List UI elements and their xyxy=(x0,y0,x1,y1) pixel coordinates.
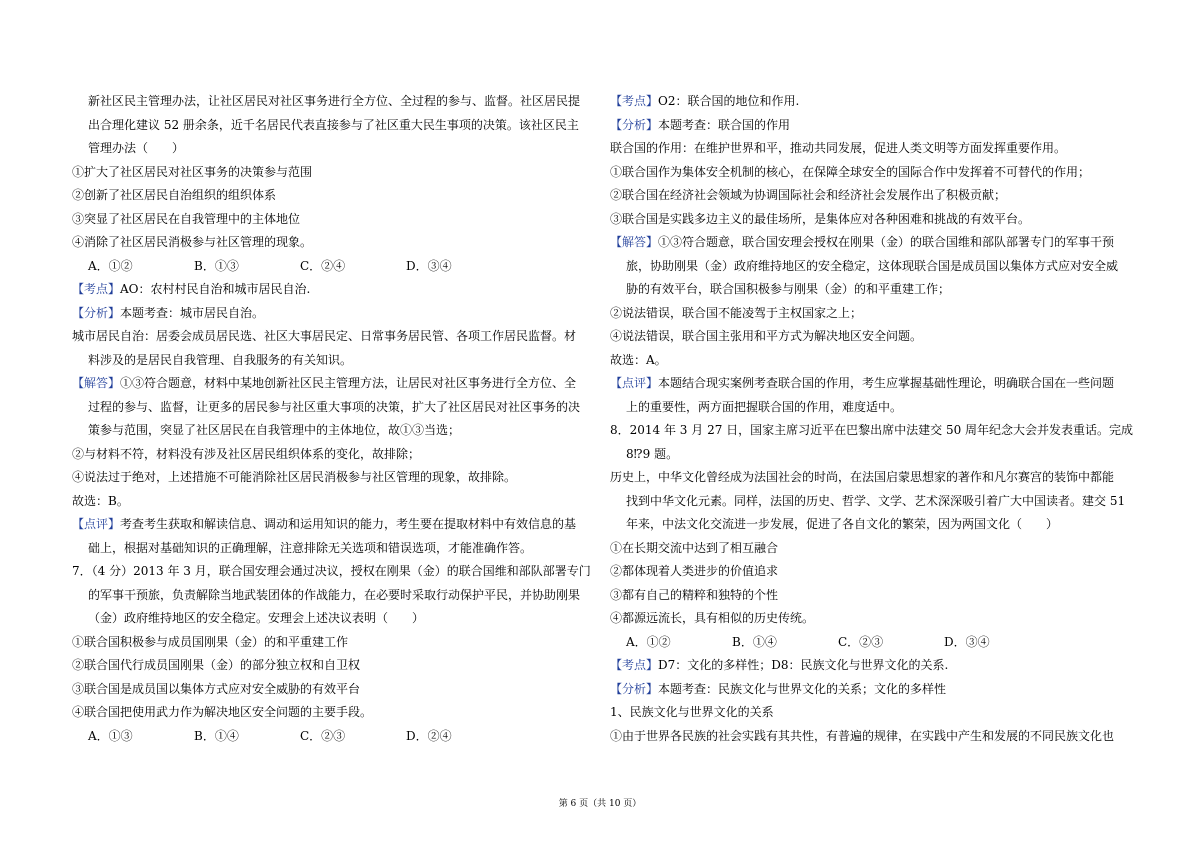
section-tag: 【解答】 xyxy=(72,376,121,390)
line-text: ②与材料不符，材料没有涉及社区居民组织体系的变化，故排除； xyxy=(72,446,421,461)
line-text: ④说法错误，联合国主张用和平方式为解决地区安全问题。 xyxy=(610,329,923,343)
left-line xyxy=(72,90,592,114)
line-text: 城市居民自治：居委会成员居民选、社区大事居民定、日常事务居民管、各项工作居民监督。材 xyxy=(72,329,577,343)
left-line xyxy=(72,372,592,396)
left-answer-options xyxy=(72,725,592,749)
right-line xyxy=(610,419,1134,443)
right-line xyxy=(610,513,1134,537)
line-text: 的军事干预旅，负责解除当地武装团体的作战能力，在必要时采取行动保护平民，并协助刚果 xyxy=(88,587,581,602)
line-text: ①联合国作为集体安全机制的核心，在保障全球安全的国际合作中发挥着不可替代的作用； xyxy=(610,164,1091,179)
line-text: ④都源远流长，具有相似的历史传统。 xyxy=(610,611,815,625)
section-tag: 【考点】 xyxy=(610,94,659,108)
answer-option: D．③④ xyxy=(406,258,452,273)
right-line xyxy=(610,584,1134,608)
right-line xyxy=(610,537,1134,561)
line-text: 本题考查：联合国的作用 xyxy=(658,117,791,132)
left-line xyxy=(72,184,592,208)
left-line xyxy=(72,161,592,185)
page-footer: 第 6 页（共 10 页） xyxy=(558,799,642,809)
right-line xyxy=(610,184,1134,208)
right-line xyxy=(610,325,1134,349)
left-line xyxy=(72,513,592,537)
answer-option: A．①② xyxy=(88,258,133,273)
section-tag: 【考点】 xyxy=(610,658,659,672)
section-tag: 【考点】 xyxy=(72,282,121,296)
section-tag: 【分析】 xyxy=(610,117,659,132)
section-tag: 【点评】 xyxy=(72,517,121,531)
line-text: ④联合国把使用武力作为解决地区安全问题的主要手段。 xyxy=(72,705,373,719)
left-line xyxy=(72,560,592,584)
left-line xyxy=(72,208,592,232)
left-line xyxy=(72,278,592,302)
right-line xyxy=(610,372,1134,396)
line-text: O2：联合国的地位和作用. xyxy=(658,94,800,108)
line-text: AO：农村村民自治和城市居民自治. xyxy=(120,282,311,296)
line-text: 历史上，中华文化曾经成为法国社会的时尚，在法国启蒙思想家的著作和凡尔赛宫的装饰中都能 xyxy=(610,470,1115,484)
left-line xyxy=(72,349,592,373)
right-line xyxy=(610,466,1134,490)
left-line xyxy=(72,678,592,702)
line-text: 故选：A。 xyxy=(610,352,667,367)
right-line xyxy=(610,560,1134,584)
line-text: ③联合国是成员国以集体方式应对安全威胁的有效平台 xyxy=(72,681,361,696)
left-line xyxy=(72,114,592,138)
left-line xyxy=(72,654,592,678)
line-text: 础上，根据对基础知识的正确理解，注意排除无关选项和错误选项，才能准确作答。 xyxy=(88,540,533,555)
line-text: 本题结合现实案例考查联合国的作用，考生应掌握基础性理论，明确联合国在一些问题 xyxy=(658,376,1115,390)
left-line xyxy=(72,419,592,443)
line-text: 新社区民主管理办法，让社区居民对社区事务进行全方位、全过程的参与、监督。社区居民提 xyxy=(88,94,581,108)
line-text: ①③符合题意，材料中某地创新社区民主管理方法，让居民对社区事务进行全方位、全 xyxy=(120,376,577,390)
right-line xyxy=(610,490,1134,514)
line-text: 考查考生获取和解读信息、调动和运用知识的能力，考生要在提取材料中有效信息的基 xyxy=(120,517,577,531)
left-line xyxy=(72,302,592,326)
line-text: ③都有自己的精粹和独特的个性 xyxy=(610,587,779,602)
left-line xyxy=(72,607,592,631)
answer-option: D．②④ xyxy=(406,728,452,743)
answer-option: B．①③ xyxy=(194,258,239,273)
line-text: 旅，协助刚果（金）政府维持地区的安全稳定，这体现联合国是成员国以集体方式应对安全威 xyxy=(626,258,1119,273)
right-line xyxy=(610,607,1134,631)
line-text: ③联合国是实践多边主义的最佳场所，是集体应对各种困难和挑战的有效平台。 xyxy=(610,211,1031,226)
left-line xyxy=(72,631,592,655)
right-line xyxy=(610,137,1134,161)
right-column xyxy=(610,90,1134,748)
right-answer-options xyxy=(610,631,1134,655)
answer-option: C．②③ xyxy=(300,728,346,743)
line-text: ③突显了社区居民在自我管理中的主体地位 xyxy=(72,211,301,226)
left-line xyxy=(72,490,592,514)
line-text: ②说法错误，联合国不能凌驾于主权国家之上； xyxy=(610,305,863,320)
line-text: ②联合国在经济社会领域为协调国际社会和经济社会发展作出了积极贡献； xyxy=(610,188,1007,202)
right-line xyxy=(610,255,1134,279)
right-line xyxy=(610,443,1134,467)
line-text: 8⁉9 题。 xyxy=(626,446,679,461)
line-text: ②联合国代行成员国刚果（金）的部分独立权和自卫权 xyxy=(72,658,361,672)
line-text: ④消除了社区居民消极参与社区管理的现象。 xyxy=(72,235,313,249)
line-text: ②都体现着人类进步的价值追求 xyxy=(610,564,779,578)
right-line xyxy=(610,302,1134,326)
line-text: ①扩大了社区居民对社区事务的决策参与范围 xyxy=(72,164,313,179)
answer-option: B．①④ xyxy=(732,634,777,649)
line-text: ④说法过于绝对，上述措施不可能消除社区居民消极参与社区管理的现象，故排除。 xyxy=(72,470,517,484)
line-text: D7：文化的多样性；D8：民族文化与世界文化的关系. xyxy=(658,658,949,672)
right-line xyxy=(610,278,1134,302)
left-line xyxy=(72,396,592,420)
section-tag: 【分析】 xyxy=(72,305,121,320)
line-text: 料涉及的是居民自我管理、自我服务的有关知识。 xyxy=(88,352,353,367)
line-text: 1、民族文化与世界文化的关系 xyxy=(610,705,774,719)
line-text: 年来，中法文化交流进一步发展，促进了各自文化的繁荣，因为两国文化（ ） xyxy=(626,517,1059,531)
answer-option: B．①④ xyxy=(194,728,239,743)
right-line xyxy=(610,349,1134,373)
line-text: 策参与范围，突显了社区居民在自我管理中的主体地位，故①③当选； xyxy=(88,423,461,437)
line-text: 过程的参与、监督，让更多的居民参与社区重大事项的决策，扩大了社区居民对社区事务的决 xyxy=(88,399,581,414)
right-line xyxy=(610,701,1134,725)
right-line xyxy=(610,678,1134,702)
line-text: ①联合国积极参与成员国刚果（金）的和平重建工作 xyxy=(72,634,349,649)
left-line xyxy=(72,443,592,467)
line-text: 本题考查：城市居民自治。 xyxy=(120,305,265,320)
line-text: ①由于世界各民族的社会实践有其共性，有普遍的规律，在实践中产生和发展的不同民族文化也 xyxy=(610,728,1115,743)
line-text: 胁的有效平台，联合国积极参与刚果（金）的和平重建工作； xyxy=(626,282,951,296)
left-line xyxy=(72,537,592,561)
right-line xyxy=(610,231,1134,255)
line-text: 管理办法（ ） xyxy=(88,141,185,155)
answer-option: A．①③ xyxy=(88,728,133,743)
line-text: 7．（4 分）2013 年 3 月，联合国安理会通过决议，授权在刚果（金）的联合国维和部队部署专门 xyxy=(72,564,591,578)
right-line xyxy=(610,90,1134,114)
right-line xyxy=(610,161,1134,185)
line-text: 联合国的作用：在维护世界和平，推动共同发展，促进人类文明等方面发挥重要作用。 xyxy=(610,141,1067,155)
right-line xyxy=(610,208,1134,232)
answer-option: C．②③ xyxy=(838,634,884,649)
line-text: 8．2014 年 3 月 27 日，国家主席习近平在巴黎出席中法建交 50 周年纪念大会并发表重话。完成 xyxy=(610,423,1134,437)
section-tag: 【点评】 xyxy=(610,376,659,390)
right-line xyxy=(610,114,1134,138)
line-text: 本题考查：民族文化与世界文化的关系；文化的多样性 xyxy=(658,681,947,696)
line-text: 上的重要性，两方面把握联合国的作用，难度适中。 xyxy=(626,399,903,414)
line-text: 故选：B。 xyxy=(72,493,129,508)
left-answer-options xyxy=(72,255,592,279)
line-text: ①③符合题意，联合国安理会授权在刚果（金）的联合国维和部队部署专门的军事干预 xyxy=(658,235,1115,249)
left-line xyxy=(72,584,592,608)
answer-option: A．①② xyxy=(626,634,671,649)
right-line xyxy=(610,654,1134,678)
left-line xyxy=(72,701,592,725)
line-text: 出合理化建议 52 册余条，近千名居民代表直接参与了社区重大民生事项的决策。该社区民主 xyxy=(88,117,579,132)
left-line xyxy=(72,231,592,255)
answer-option: D．③④ xyxy=(944,634,990,649)
right-line xyxy=(610,396,1134,420)
left-line xyxy=(72,137,592,161)
section-tag: 【分析】 xyxy=(610,681,659,696)
left-line xyxy=(72,325,592,349)
line-text: ①在长期交流中达到了相互融合 xyxy=(610,540,779,555)
right-line xyxy=(610,725,1134,749)
left-column xyxy=(72,90,592,748)
line-text: （金）政府维持地区的安全稳定。安理会上述决议表明（ ） xyxy=(88,611,425,625)
left-line xyxy=(72,466,592,490)
answer-option: C．②④ xyxy=(300,258,346,273)
section-tag: 【解答】 xyxy=(610,235,659,249)
line-text: ②创新了社区居民自治组织的组织体系 xyxy=(72,188,277,202)
line-text: 找到中华文化元素。同样，法国的历史、哲学、文学、艺术深深吸引着广大中国读者。建交 51 xyxy=(626,493,1126,508)
